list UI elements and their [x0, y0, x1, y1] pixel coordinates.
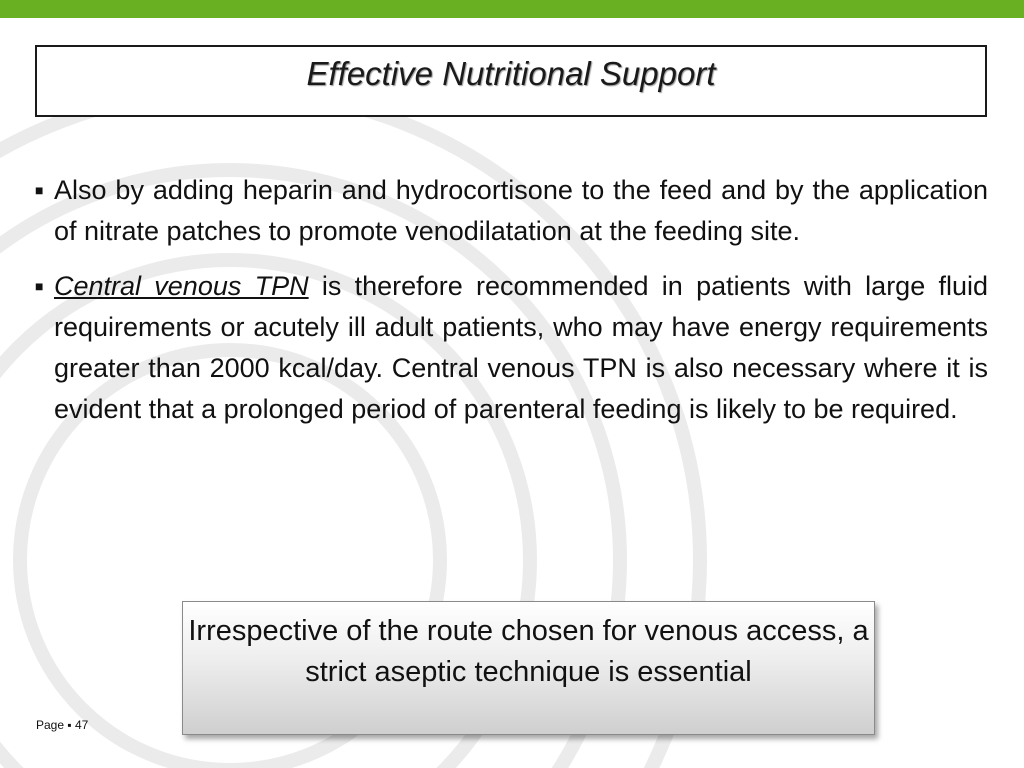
page-label: Page — [36, 718, 65, 732]
bullet-text: Also by adding heparin and hydrocortisone to the feed and by the application of nitrate patches to promote venodilatation at the feeding site. — [54, 175, 988, 246]
bullet-square-icon: ■ — [35, 278, 44, 294]
bullet-square-icon: ■ — [35, 182, 44, 198]
callout-box — [182, 601, 875, 735]
top-accent-bar — [0, 0, 1024, 18]
bullet-item — [33, 170, 988, 252]
page-footer — [36, 718, 88, 732]
page-separator: ▪ — [67, 718, 72, 732]
slide-title: Effective Nutritional Support — [306, 55, 716, 92]
bullet-list — [33, 170, 988, 430]
central-venous-tpn-link[interactable]: Central venous TPN — [54, 271, 309, 301]
bullet-item — [33, 266, 988, 430]
callout-text: Irrespective of the route chosen for venous access, a strict aseptic technique is essential — [188, 615, 869, 688]
page-number: 47 — [74, 718, 89, 732]
title-box — [35, 45, 987, 117]
bullet-text: is therefore recommended in patients with large fluid requirements or acutely ill adult patients, who may have energy requirements greater than 2000 kcal/day. Central venous TPN is also necessary where it is evident that a prolonged period of parenteral feeding is likely to be required. — [54, 271, 989, 424]
